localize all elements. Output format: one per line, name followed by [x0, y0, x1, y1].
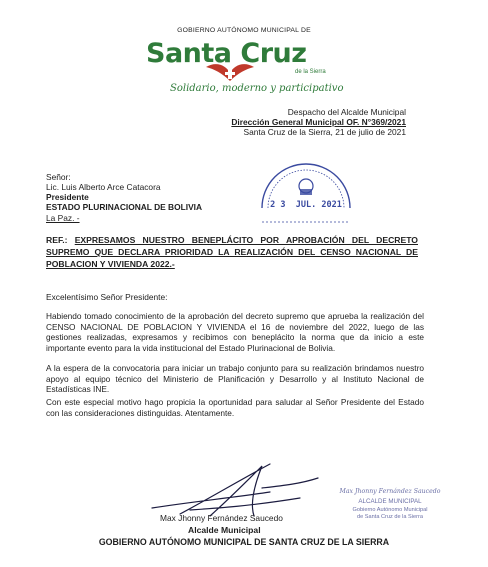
signatory-institution: GOBIERNO AUTÓNOMO MUNICIPAL DE SANTA CRUZ DE LA SIERRA: [98, 537, 390, 547]
reference-block: [46, 234, 418, 270]
ref-label: REF.:: [46, 235, 68, 245]
slogan: Solidario, moderno y participativo: [170, 83, 344, 94]
reference-number: Dirección General Municipal OF. N°369/2021: [231, 117, 406, 127]
logo-name: Santa Cruz: [146, 38, 307, 69]
paragraph-2: A la espera de la convocatoria para iniciar un trabajo conjunto para su realización brindamos nuestro apoyo al equipo técnico del Ministerio de Planificación y Desarrollo y al Instituto Nacional de Estadísticas INE.: [46, 363, 424, 394]
recipient-name: Lic. Luis Alberto Arce Catacora: [46, 182, 161, 192]
logo-emblem-icon: [204, 61, 256, 83]
government-label: GOBIERNO AUTÓNOMO MUNICIPAL DE: [177, 27, 311, 34]
recipient-city: La Paz. -: [46, 213, 80, 223]
paragraph-3: Con este especial motivo hago propicia la oportunidad para saludar al Señor Presidente del Estado con las consideraciones distinguidas. Atentamente.: [46, 397, 424, 418]
office-line: Despacho del Alcalde Municipal: [287, 107, 406, 117]
place-date: Santa Cruz de la Sierra, 21 de julio de 2021: [243, 127, 406, 137]
ref-text: EXPRESAMOS NUESTRO BENEPLÁCITO POR APROBACIÓN DEL DECRETO SUPREMO QUE DECLARA PRIORIDAD LA REALIZACIÓN DEL CENSO NACIONAL DE POBLACION Y VIVIENDA 2022.-: [46, 235, 418, 269]
reception-stamp: [254, 156, 358, 230]
seal-line-3: Gobierno Autónomo Municipal: [352, 507, 428, 513]
official-seal-stamp: [338, 488, 442, 520]
recipient-title: Presidente: [46, 192, 89, 202]
salutation: Señor:: [46, 172, 71, 182]
signatory-name: Max Jhonny Fernández Saucedo: [160, 513, 283, 523]
paragraph-1: Habiendo tomado conocimiento de la aprobación del decreto supremo que aprueba la realización del CENSO NACIONAL DE POBLACION Y VIVIENDA el 16 de noviembre del 2022, luego de las gestiones realizadas, expresamos y recibimos con beneplácito la norma que da inicio a este importante evento para la vida institucional del Estado Plurinacional de Bolivia.: [46, 311, 424, 353]
stamp-date: 2 3 JUL. 2021: [270, 200, 342, 210]
seal-line-4: de Santa Cruz de la Sierra: [357, 514, 423, 520]
logo-subtitle: de la Sierra: [295, 69, 326, 75]
greeting: Excelentísimo Señor Presidente:: [46, 292, 168, 302]
santa-cruz-logo: [146, 38, 346, 84]
seal-name: Max Jhonny Fernández Saucedo: [339, 488, 441, 495]
recipient-institution: ESTADO PLURINACIONAL DE BOLIVIA: [46, 202, 203, 212]
seal-title: ALCALDE MUNICIPAL: [358, 498, 422, 505]
signatory-title: Alcalde Municipal: [188, 525, 261, 535]
